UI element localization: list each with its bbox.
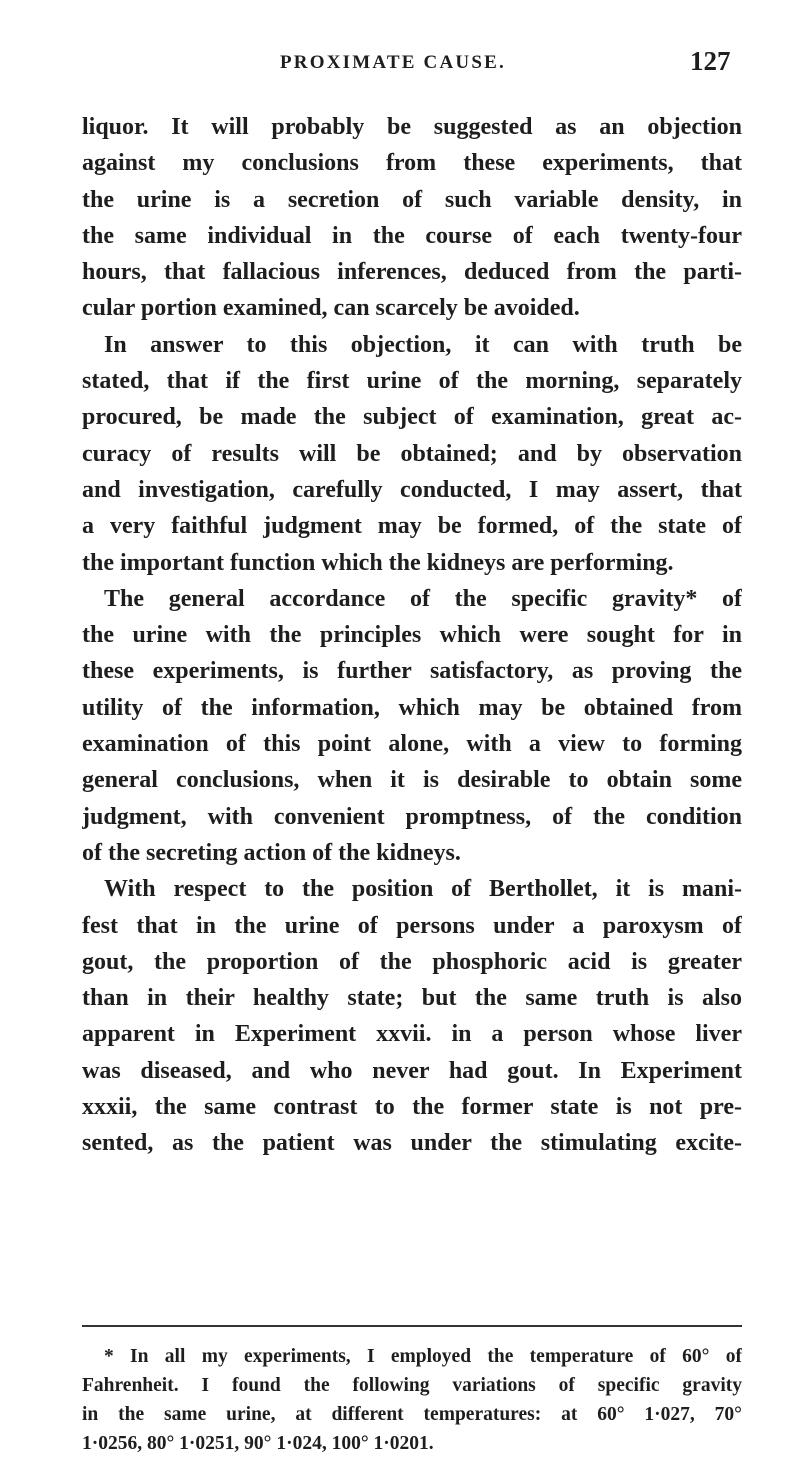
text-line: against my conclusions from these experiments, that bbox=[82, 150, 742, 177]
footnote-divider bbox=[82, 1325, 742, 1327]
text-line: gout, the proportion of the phosphoric acid is greater bbox=[82, 948, 742, 975]
text-line: In answer to this objection, it can with truth be bbox=[104, 331, 742, 358]
footnote bbox=[82, 1342, 742, 1458]
text-line: the same individual in the course of each twenty-four bbox=[82, 222, 742, 249]
text-line: judgment, with convenient promptness, of the condition bbox=[82, 803, 742, 830]
text-line: of the secreting action of the kidneys. bbox=[82, 839, 461, 866]
text-line: general conclusions, when it is desirable to obtain some bbox=[82, 767, 742, 794]
footnote-line: in the same urine, at different temperatures: at 60° 1·027, 70° bbox=[82, 1404, 742, 1425]
running-title: PROXIMATE CAUSE. bbox=[280, 52, 506, 73]
text-line: The general accordance of the specific gravity* of bbox=[104, 585, 742, 612]
text-line: utility of the information, which may be obtained from bbox=[82, 694, 742, 721]
text-line: and investigation, carefully conducted, I may assert, that bbox=[82, 476, 742, 503]
text-line: stated, that if the first urine of the morning, separately bbox=[82, 368, 742, 395]
text-line: the important function which the kidneys are performing. bbox=[82, 549, 674, 576]
text-line: cular portion examined, can scarcely be avoided. bbox=[82, 295, 580, 322]
footnote-line: * In all my experiments, I employed the temperature of 60° of bbox=[104, 1346, 742, 1367]
text-line: sented, as the patient was under the stimulating excite- bbox=[82, 1130, 742, 1157]
text-line: With respect to the position of Berthollet, it is mani- bbox=[104, 876, 742, 903]
text-line: curacy of results will be obtained; and by observation bbox=[82, 440, 742, 467]
text-line: procured, be made the subject of examination, great ac- bbox=[82, 404, 742, 431]
text-line: was diseased, and who never had gout. In Experiment bbox=[82, 1057, 742, 1084]
footnote-line: Fahrenheit. I found the following variations of specific gravity bbox=[82, 1375, 742, 1396]
text-line: liquor. It will probably be suggested as an objection bbox=[82, 114, 742, 140]
text-line: examination of this point alone, with a view to forming bbox=[82, 731, 742, 758]
text-line: hours, that fallacious inferences, deduced from the parti- bbox=[82, 259, 742, 286]
text-line: the urine with the principles which were sought for in bbox=[82, 622, 742, 649]
footnote-line: 1·0256, 80° 1·0251, 90° 1·024, 100° 1·0201. bbox=[82, 1433, 434, 1454]
text-line: than in their healthy state; but the same truth is also bbox=[82, 985, 742, 1012]
text-line: apparent in Experiment xxvii. in a person whose liver bbox=[82, 1021, 742, 1048]
text-line: xxxii, the same contrast to the former state is not pre- bbox=[82, 1094, 742, 1121]
text-line: these experiments, is further satisfactory, as proving the bbox=[82, 658, 742, 685]
page-number: 127 bbox=[690, 46, 731, 76]
body-text bbox=[82, 109, 742, 1162]
text-line: the urine is a secretion of such variable density, in bbox=[82, 186, 742, 213]
text-line: fest that in the urine of persons under a paroxysm of bbox=[82, 912, 742, 939]
text-line: a very faithful judgment may be formed, of the state of bbox=[82, 513, 742, 540]
page-header bbox=[0, 44, 800, 84]
